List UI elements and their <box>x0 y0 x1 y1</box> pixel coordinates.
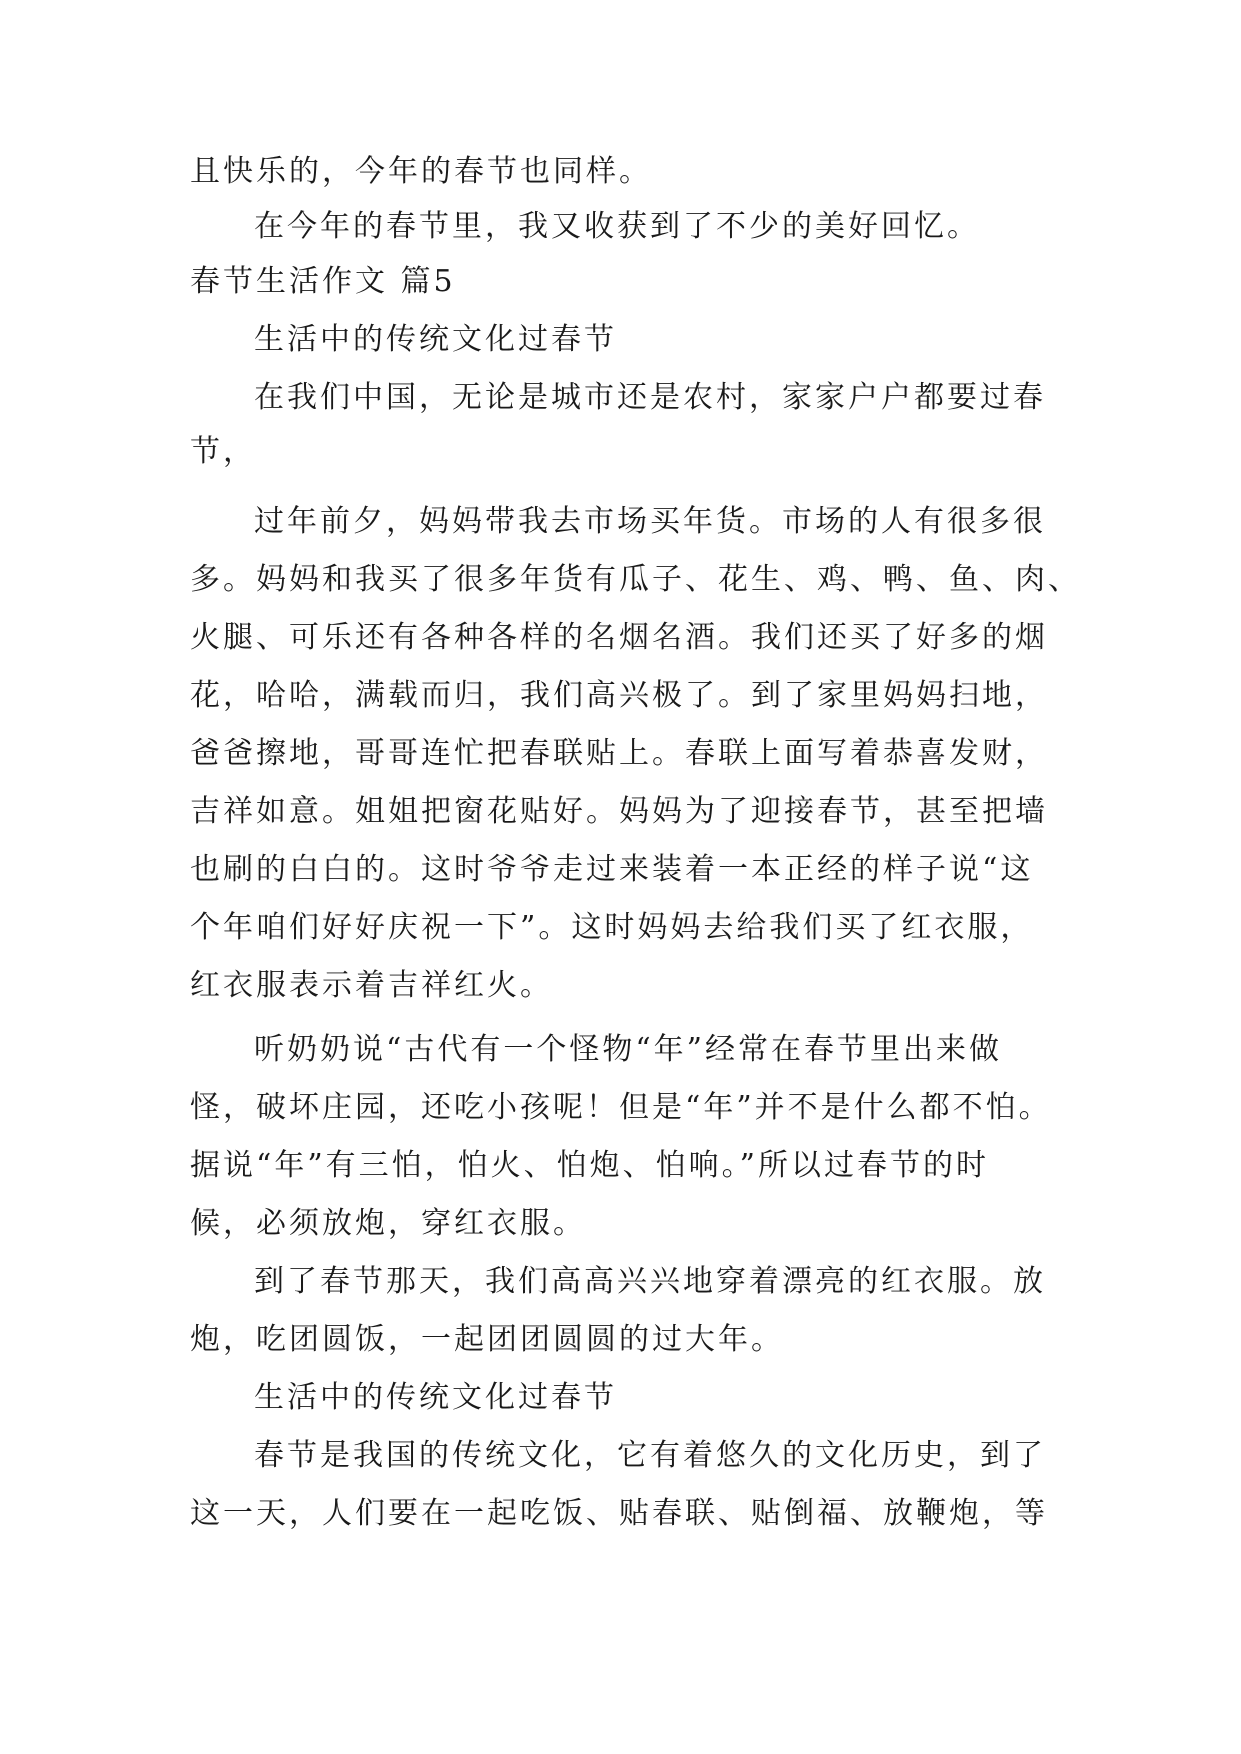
text-line: 在我们中国，无论是城市还是农村，家家户户都要过春 <box>254 380 1046 415</box>
subtitle-line: 生活中的传统文化过春节 <box>254 322 617 357</box>
text-line: 爸爸擦地，哥哥连忙把春联贴上。春联上面写着恭喜发财， <box>190 736 1048 771</box>
text-line: 春节是我国的传统文化，它有着悠久的文化历史，到了 <box>254 1438 1046 1473</box>
text-line: 火腿、可乐还有各种各样的名烟名酒。我们还买了好多的烟 <box>190 620 1048 655</box>
text-line: 在今年的春节里，我又收获到了不少的美好回忆。 <box>254 209 980 244</box>
text-line: 节， <box>190 434 256 469</box>
subtitle-line: 生活中的传统文化过春节 <box>254 1380 617 1415</box>
text-line: 听奶奶说“古代有一个怪物“年”经常在春节里出来做 <box>254 1032 1003 1067</box>
text-line: 且快乐的，今年的春节也同样。 <box>190 154 652 189</box>
text-line: 花，哈哈，满载而归，我们高兴极了。到了家里妈妈扫地， <box>190 678 1048 713</box>
text-line: 怪，破坏庄园，还吃小孩呢！但是“年”并不是什么都不怕。 <box>190 1090 1052 1125</box>
text-line: 多。妈妈和我买了很多年货有瓜子、花生、鸡、鸭、鱼、肉、 <box>190 562 1081 597</box>
text-line: 吉祥如意。姐姐把窗花贴好。妈妈为了迎接春节，甚至把墙 <box>190 794 1048 829</box>
text-line: 这一天，人们要在一起吃饭、贴春联、贴倒福、放鞭炮，等 <box>190 1496 1048 1531</box>
text-line: 红衣服表示着吉祥红火。 <box>190 968 553 1003</box>
text-line: 候，必须放炮，穿红衣服。 <box>190 1206 586 1241</box>
text-line: 个年咱们好好庆祝一下”。这时妈妈去给我们买了红衣服， <box>190 910 1034 945</box>
text-line: 炮，吃团圆饭，一起团团圆圆的过大年。 <box>190 1322 784 1357</box>
section-heading: 春节生活作文 篇5 <box>190 264 456 299</box>
text-line: 据说“年”有三怕，怕火、怕炮、怕响。”所以过春节的时 <box>190 1148 990 1183</box>
text-line: 到了春节那天，我们高高兴兴地穿着漂亮的红衣服。放 <box>254 1264 1046 1299</box>
text-line: 过年前夕，妈妈带我去市场买年货。市场的人有很多很 <box>254 504 1046 539</box>
text-line: 也刷的白白的。这时爷爷走过来装着一本正经的样子说“这 <box>190 852 1034 887</box>
